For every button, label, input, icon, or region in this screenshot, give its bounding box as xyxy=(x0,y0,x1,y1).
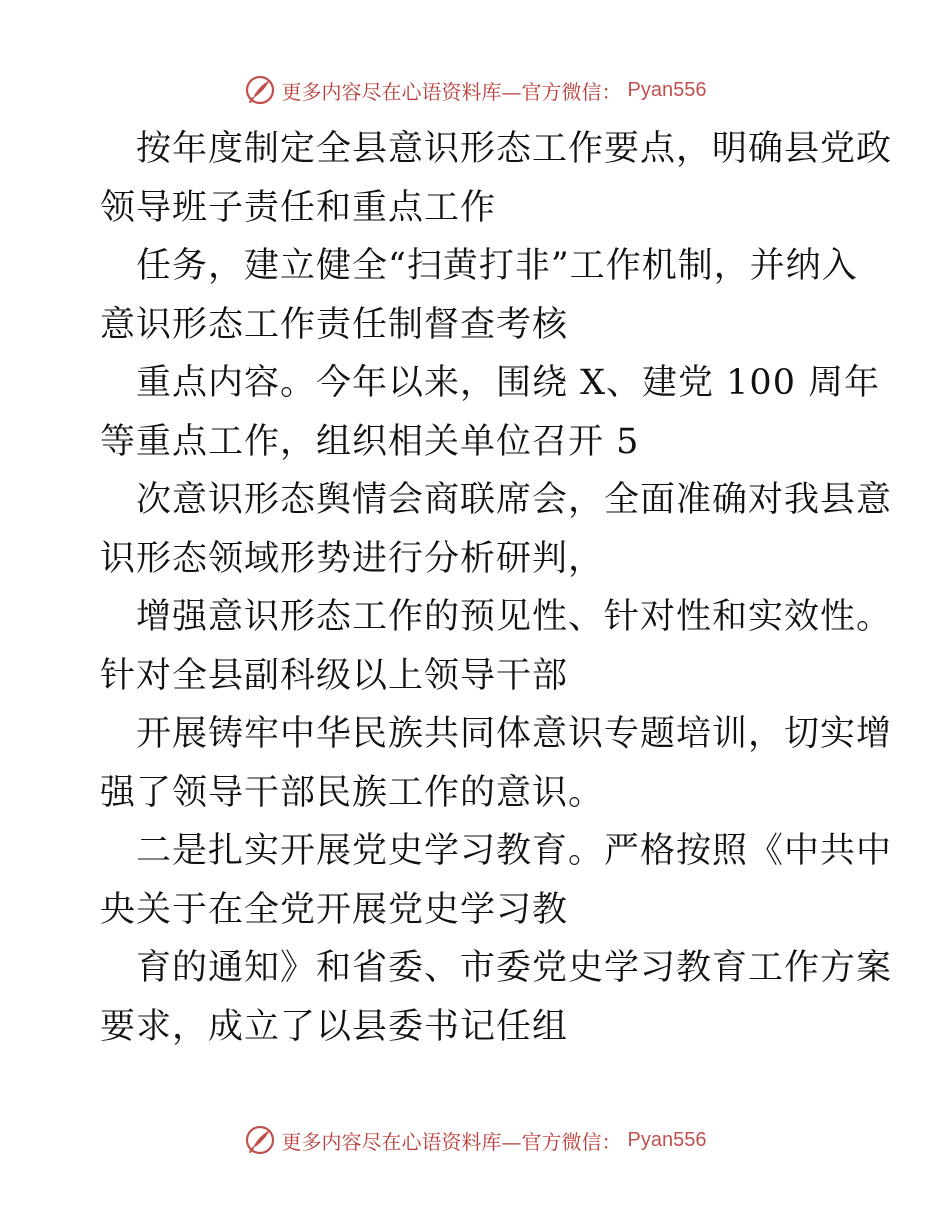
paragraph-line: 二是扎实开展党史学习教育。严格按照《中共中 xyxy=(136,831,893,871)
paragraph xyxy=(100,822,893,939)
paragraph xyxy=(100,471,893,588)
paragraph-line: 任务，建立健全“扫黄打非”工作机制，并纳入 xyxy=(136,246,858,286)
document-body xyxy=(100,120,893,1056)
paragraph xyxy=(100,588,893,705)
watermark-text: 更多内容尽在心语资料库—官方微信： xyxy=(281,1129,622,1154)
paragraph-line: 次意识形态舆情会商联席会，全面准确对我县意 xyxy=(136,480,893,520)
paragraph xyxy=(100,939,893,1056)
paragraph-line: 要求，成立了以县委书记任组 xyxy=(100,1006,569,1047)
paragraph-line: 按年度制定全县意识形态工作要点，明确县党政 xyxy=(136,129,893,169)
paragraph xyxy=(100,354,881,471)
paragraph-line: 重点内容。今年以来，围绕 X、建党 100 周年 xyxy=(136,363,881,403)
paragraph xyxy=(100,705,893,822)
quill-logo-icon xyxy=(244,74,276,106)
paragraph-line: 强了领导干部民族工作的意识。 xyxy=(100,772,605,813)
watermark-text: 更多内容尽在心语资料库—官方微信： xyxy=(281,79,622,104)
paragraph-line: 针对全县副科级以上领导干部 xyxy=(100,655,569,696)
paragraph xyxy=(100,120,893,237)
paragraph-line: 意识形态工作责任制督查考核 xyxy=(100,304,569,345)
paragraph-line: 育的通知》和省委、市委党史学习教育工作方案 xyxy=(136,948,893,988)
watermark-wechat-id: Pyan556 xyxy=(627,78,707,101)
paragraph-line: 识形态领域形势进行分析研判， xyxy=(100,538,605,579)
footer-watermark xyxy=(0,1120,950,1160)
header-watermark xyxy=(0,70,950,110)
quill-logo-icon xyxy=(244,1124,276,1156)
paragraph-line: 开展铸牢中华民族共同体意识专题培训，切实增 xyxy=(136,714,893,754)
paragraph-line: 央关于在全党开展党史学习教 xyxy=(100,889,569,930)
watermark-wechat-id: Pyan556 xyxy=(627,1128,707,1151)
paragraph-line: 等重点工作，组织相关单位召开 5 xyxy=(100,421,640,462)
paragraph xyxy=(100,237,860,354)
paragraph-line: 领导班子责任和重点工作 xyxy=(100,187,497,228)
paragraph-line: 增强意识形态工作的预见性、针对性和实效性。 xyxy=(136,597,893,637)
